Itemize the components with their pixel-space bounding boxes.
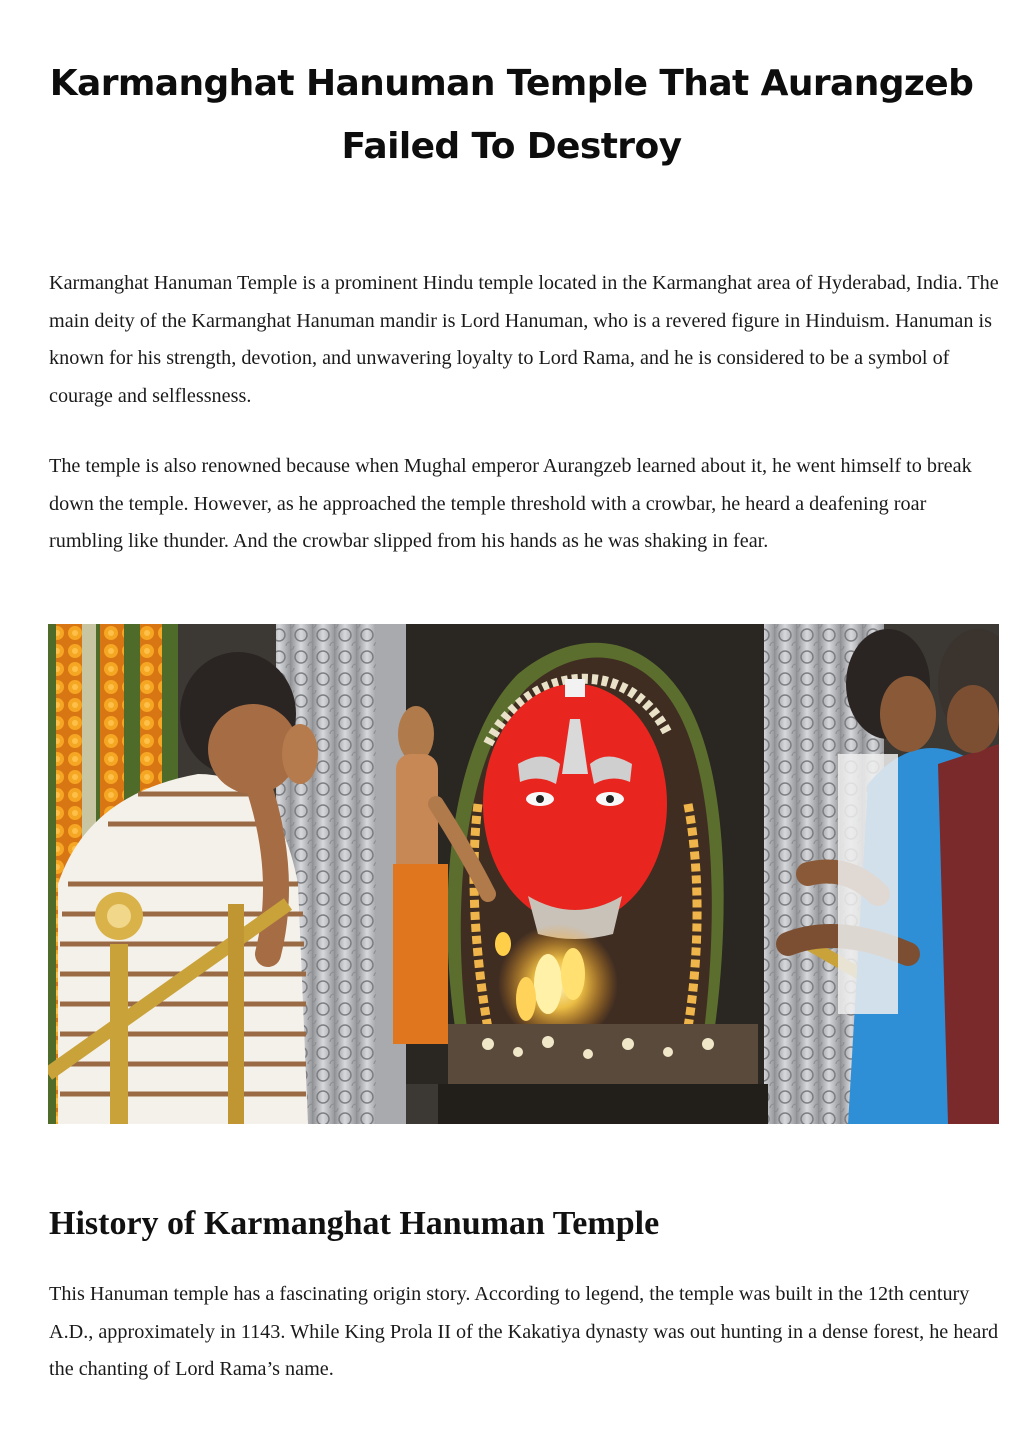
title-line-1: Karmanghat Hanuman Temple That Aurangzeb — [49, 63, 974, 104]
intro-paragraph: Karmanghat Hanuman Temple is a prominent Hindu temple located in the Karmanghat area of Hyderabad, India. The main deity of the Karmanghat Hanuman mandir is Lord Hanuman, who is a revered figure in Hinduism. Hanuman is known for his strength, devotion, and unwavering loyalty to Lord Rama, and he is considered to be a symbol of courage and selflessness. — [49, 272, 999, 407]
section-heading: History of Karmanghat Hanuman Temple — [49, 1205, 660, 1242]
legend-paragraph: The temple is also renowned because when Mughal emperor Aurangzeb learned about it, he went himself to break down the temple. However, as he approached the temple threshold with a crowbar, he heard a deafening roar rumbling like thunder. And the crowbar slipped from his hands as he was shaking in fear. — [49, 455, 972, 552]
history-paragraph: This Hanuman temple has a fascinating origin story. According to legend, the temple was built in the 12th century A.D., approximately in 1143. While King Prola II of the Kakatiya dynasty was out hunting in a dense forest, he heard the chanting of Lord Rama’s name. — [49, 1283, 999, 1380]
temple-photo — [48, 624, 999, 1124]
title-line-2: Failed To Destroy — [341, 126, 682, 167]
article-title — [30, 52, 993, 178]
